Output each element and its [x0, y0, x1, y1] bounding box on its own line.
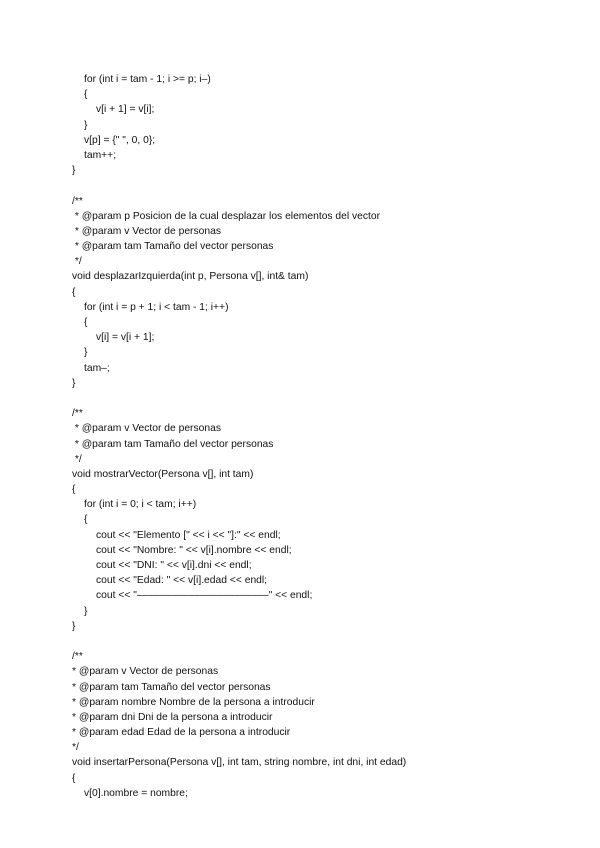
- code-line: /**: [72, 651, 83, 663]
- code-line: * @param edad Edad de la persona a introducir: [72, 727, 291, 739]
- code-line: {: [84, 317, 88, 328]
- blank-line: [72, 634, 406, 649]
- code-line: * @param p Posicion de la cual desplazar los elementos del vector: [72, 210, 381, 222]
- code-line: * @param nombre Nombre de la persona a introducir: [72, 696, 315, 708]
- code-line: }: [84, 605, 88, 617]
- code-line: * @param v Vector de personas: [72, 423, 221, 435]
- code-line: cout << "Elemento [" << i << "]:" << endl;: [96, 529, 281, 541]
- code-line: v[i + 1] = v[i];: [96, 104, 155, 116]
- code-line: cout << "Nombre: " << v[i].nombre << endl;: [96, 544, 292, 556]
- code-line: tam++;: [84, 149, 117, 161]
- code-line: for (int i = p + 1; i < tam - 1; i++): [84, 301, 229, 313]
- code-line: cout << "DNI: " << v[i].dni << endl;: [96, 560, 252, 571]
- code-line: v[p] = {" ", 0, 0};: [84, 134, 156, 146]
- code-line: */: [72, 256, 82, 268]
- code-line: }: [72, 377, 76, 389]
- code-line: for (int i = tam - 1; i >= p; i–): [84, 74, 211, 85]
- code-line: for (int i = 0; i < tam; i++): [84, 499, 197, 511]
- code-line: }: [84, 119, 88, 131]
- code-line: tam–;: [84, 362, 110, 374]
- code-line: v[0].nombre = nombre;: [84, 787, 188, 799]
- code-line: v[i] = v[i + 1];: [96, 332, 155, 344]
- code-line: void desplazarIzquierda(int p, Persona v[], int& tam): [72, 271, 309, 283]
- code-listing: [72, 72, 406, 801]
- code-line: * @param tam Tamaño del vector personas: [72, 438, 274, 450]
- code-line: /**: [72, 195, 83, 207]
- code-line: {: [84, 514, 88, 526]
- code-line: {: [72, 286, 76, 298]
- code-line: * @param dni Dni de la persona a introducir: [72, 711, 273, 723]
- code-line: {: [72, 484, 76, 496]
- code-line: */: [72, 742, 79, 754]
- code-line: void insertarPersona(Persona v[], int tam, string nombre, int dni, int edad): [72, 757, 407, 769]
- code-line: }: [72, 620, 76, 632]
- code-line: {: [84, 89, 88, 101]
- code-line: /**: [72, 408, 83, 420]
- code-line: * @param tam Tamaño del vector personas: [72, 241, 274, 253]
- code-line: cout << "Edad: " << v[i].edad << endl;: [96, 575, 268, 587]
- code-line: }: [72, 165, 76, 177]
- code-line: * @param v Vector de personas: [72, 225, 221, 237]
- code-line: {: [72, 772, 76, 784]
- blank-line: [72, 178, 406, 193]
- code-line: void mostrarVector(Persona v[], int tam): [72, 468, 254, 480]
- code-line: cout << "–––––––––––––––––––––––" << endl;: [96, 590, 313, 602]
- code-line: * @param v Vector de personas: [72, 666, 219, 678]
- code-line: * @param tam Tamaño del vector personas: [72, 681, 271, 693]
- code-line: */: [72, 453, 82, 465]
- code-line: }: [84, 347, 88, 359]
- blank-line: [72, 391, 406, 406]
